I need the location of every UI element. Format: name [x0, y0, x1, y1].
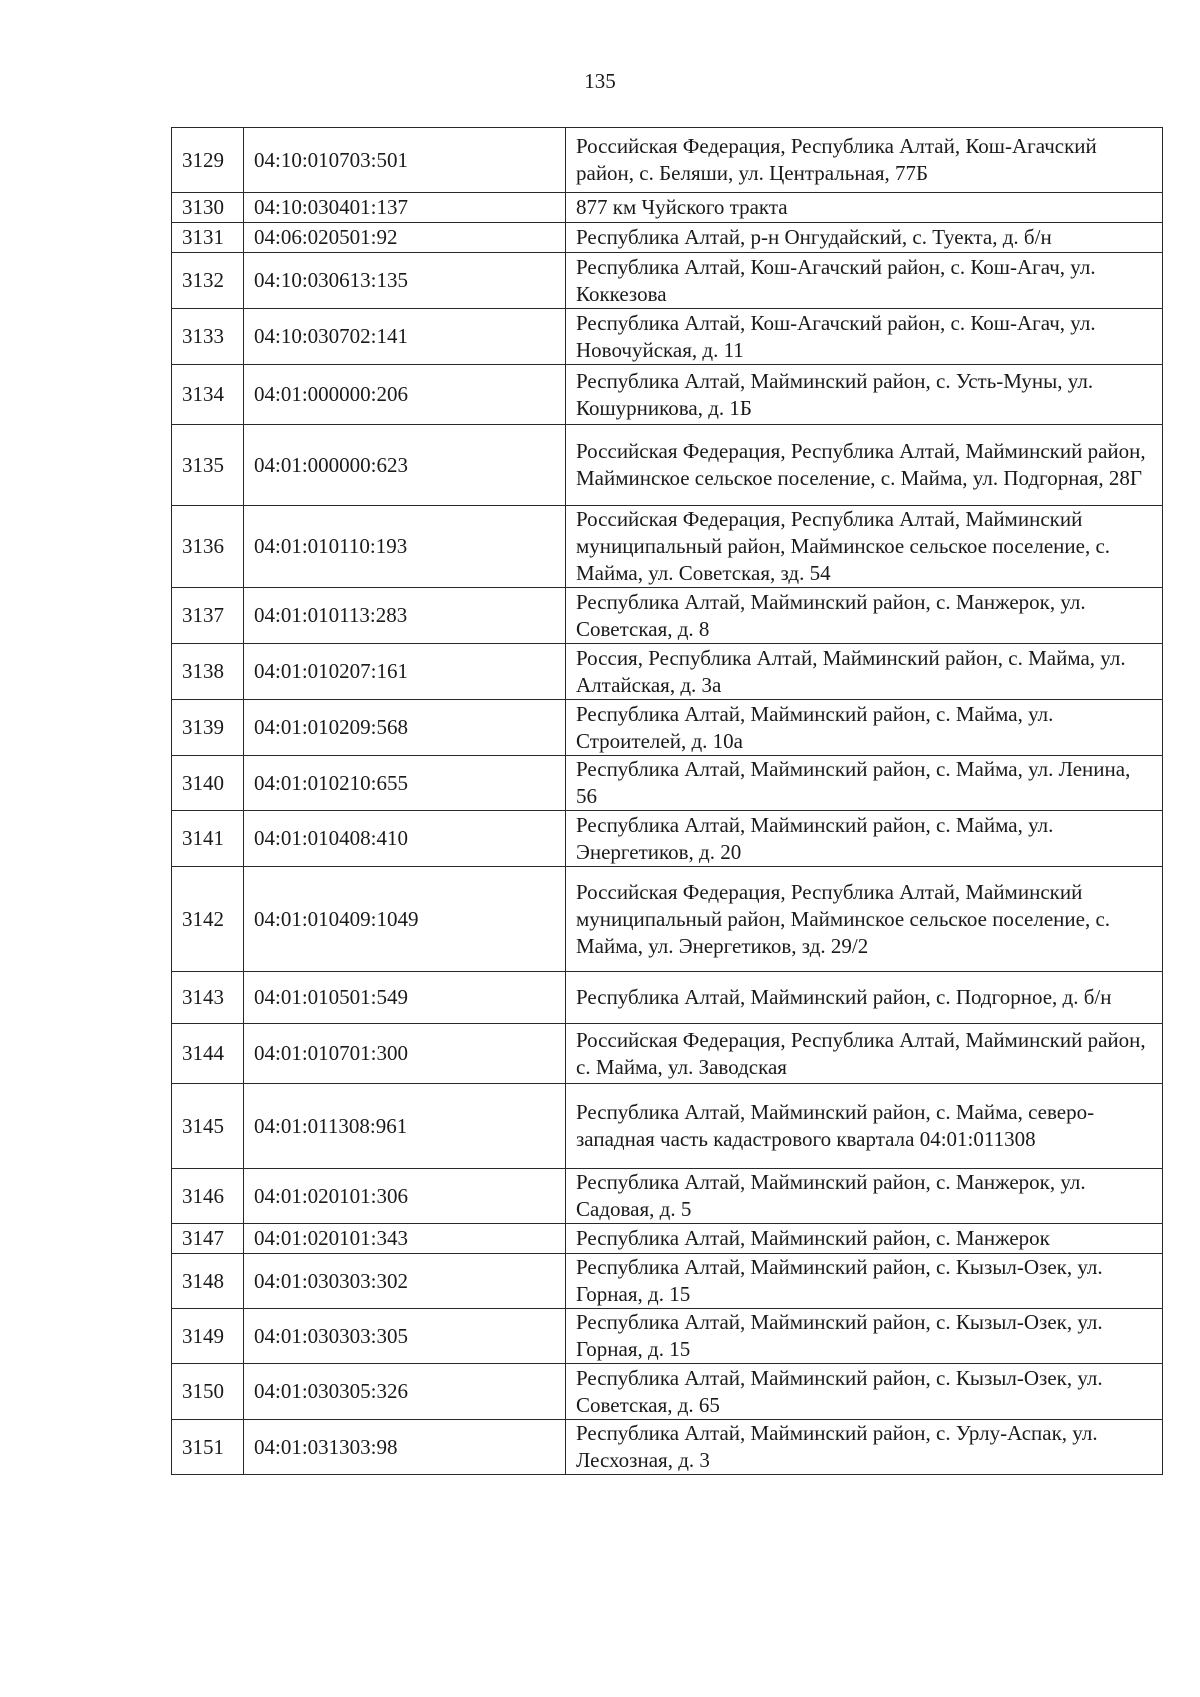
row-number-cell: 3137: [172, 588, 244, 644]
table-row: [172, 1169, 1163, 1224]
address-cell: Республика Алтай, Майминский район, с. Кызыл-Озек, ул. Горная, д. 15: [566, 1254, 1163, 1309]
row-number-cell: 3143: [172, 972, 244, 1024]
row-number-cell: 3131: [172, 223, 244, 253]
row-number-cell: 3130: [172, 193, 244, 223]
cadastral-number-cell: 04:01:031303:98: [244, 1420, 566, 1475]
row-number-cell: 3132: [172, 253, 244, 309]
address-cell: Российская Федерация, Республика Алтай, Майминский муниципальный район, Майминское сельское поселение, с. Майма, ул. Энергетиков, зд. 29/2: [566, 867, 1163, 972]
cadastral-number-cell: 04:01:010701:300: [244, 1024, 566, 1084]
address-cell: Россия, Республика Алтай, Майминский район, с. Майма, ул. Алтайская, д. 3а: [566, 644, 1163, 700]
cadastral-number-cell: 04:01:030305:326: [244, 1364, 566, 1420]
cadastral-number-cell: 04:01:010408:410: [244, 811, 566, 867]
cadastral-number-cell: 04:01:010409:1049: [244, 867, 566, 972]
table-row: [172, 644, 1163, 700]
address-cell: Российская Федерация, Республика Алтай, Майминский район, Майминское сельское поселение, с. Майма, ул. Подгорная, 28Г: [566, 425, 1163, 506]
row-number-cell: 3135: [172, 425, 244, 506]
row-number-cell: 3151: [172, 1420, 244, 1475]
row-number-cell: 3140: [172, 756, 244, 811]
cadastral-number-cell: 04:01:030303:302: [244, 1254, 566, 1309]
address-cell: Республика Алтай, Кош-Агачский район, с. Кош-Агач, ул. Новочуйская, д. 11: [566, 309, 1163, 365]
table-row: [172, 700, 1163, 756]
address-cell: Республика Алтай, Майминский район, с. Подгорное, д. б/н: [566, 972, 1163, 1024]
table-row: [172, 309, 1163, 365]
page-number: 135: [584, 69, 616, 93]
cadastral-number-cell: 04:01:010210:655: [244, 756, 566, 811]
address-cell: Республика Алтай, Майминский район, с. Кызыл-Озек, ул. Горная, д. 15: [566, 1309, 1163, 1364]
cadastral-number-cell: 04:01:010113:283: [244, 588, 566, 644]
cadastral-number-cell: 04:10:030702:141: [244, 309, 566, 365]
table-row: [172, 223, 1163, 253]
table-row: [172, 1254, 1163, 1309]
registry-table: [171, 127, 1163, 1475]
table-row: [172, 972, 1163, 1024]
address-cell: Российская Федерация, Республика Алтай, Майминский район, с. Майма, ул. Заводская: [566, 1024, 1163, 1084]
address-cell: Республика Алтай, Майминский район, с. Урлу-Аспак, ул. Лесхозная, д. 3: [566, 1420, 1163, 1475]
table-row: [172, 867, 1163, 972]
row-number-cell: 3141: [172, 811, 244, 867]
cadastral-number-cell: 04:01:010501:549: [244, 972, 566, 1024]
row-number-cell: 3142: [172, 867, 244, 972]
address-cell: Республика Алтай, Майминский район, с. Манжерок: [566, 1224, 1163, 1254]
cadastral-number-cell: 04:01:020101:306: [244, 1169, 566, 1224]
row-number-cell: 3150: [172, 1364, 244, 1420]
cadastral-number-cell: 04:01:030303:305: [244, 1309, 566, 1364]
row-number-cell: 3149: [172, 1309, 244, 1364]
address-cell: Республика Алтай, Майминский район, с. Майма, ул. Строителей, д. 10а: [566, 700, 1163, 756]
address-cell: Республика Алтай, р-н Онгудайский, с. Туекта, д. б/н: [566, 223, 1163, 253]
address-cell: Республика Алтай, Майминский район, с. Манжерок, ул. Советская, д. 8: [566, 588, 1163, 644]
address-cell: Российская Федерация, Республика Алтай, Майминский муниципальный район, Майминское сельское поселение, с. Майма, ул. Советская, зд. 54: [566, 506, 1163, 588]
table-row: [172, 1224, 1163, 1254]
address-cell: Республика Алтай, Майминский район, с. Манжерок, ул. Садовая, д. 5: [566, 1169, 1163, 1224]
table-row: [172, 425, 1163, 506]
table-row: [172, 365, 1163, 425]
address-cell: Республика Алтай, Майминский район, с. Кызыл-Озек, ул. Советская, д. 65: [566, 1364, 1163, 1420]
cadastral-number-cell: 04:10:030613:135: [244, 253, 566, 309]
registry-table-body: [172, 128, 1163, 1475]
row-number-cell: 3133: [172, 309, 244, 365]
table-row: [172, 1024, 1163, 1084]
row-number-cell: 3136: [172, 506, 244, 588]
address-cell: 877 км Чуйского тракта: [566, 193, 1163, 223]
cadastral-number-cell: 04:01:000000:206: [244, 365, 566, 425]
cadastral-number-cell: 04:10:010703:501: [244, 128, 566, 193]
cadastral-number-cell: 04:01:010207:161: [244, 644, 566, 700]
address-cell: Республика Алтай, Майминский район, с. Майма, ул. Энергетиков, д. 20: [566, 811, 1163, 867]
cadastral-number-cell: 04:10:030401:137: [244, 193, 566, 223]
table-row: [172, 811, 1163, 867]
table-row: [172, 1084, 1163, 1169]
table-row: [172, 756, 1163, 811]
table-row: [172, 588, 1163, 644]
table-row: [172, 506, 1163, 588]
address-cell: Республика Алтай, Майминский район, с. Майма, северо-западная часть кадастрового квартала 04:01:011308: [566, 1084, 1163, 1169]
cadastral-number-cell: 04:01:010209:568: [244, 700, 566, 756]
row-number-cell: 3146: [172, 1169, 244, 1224]
table-row: [172, 193, 1163, 223]
row-number-cell: 3138: [172, 644, 244, 700]
table-row: [172, 1420, 1163, 1475]
table-row: [172, 1364, 1163, 1420]
address-cell: Республика Алтай, Майминский район, с. Усть-Муны, ул. Кошурникова, д. 1Б: [566, 365, 1163, 425]
cadastral-number-cell: 04:01:020101:343: [244, 1224, 566, 1254]
row-number-cell: 3139: [172, 700, 244, 756]
address-cell: Республика Алтай, Кош-Агачский район, с. Кош-Агач, ул. Коккезова: [566, 253, 1163, 309]
row-number-cell: 3147: [172, 1224, 244, 1254]
row-number-cell: 3144: [172, 1024, 244, 1084]
address-cell: Республика Алтай, Майминский район, с. Майма, ул. Ленина, 56: [566, 756, 1163, 811]
cadastral-number-cell: 04:01:010110:193: [244, 506, 566, 588]
cadastral-number-cell: 04:01:011308:961: [244, 1084, 566, 1169]
table-row: [172, 253, 1163, 309]
table-row: [172, 128, 1163, 193]
row-number-cell: 3145: [172, 1084, 244, 1169]
cadastral-number-cell: 04:01:000000:623: [244, 425, 566, 506]
table-row: [172, 1309, 1163, 1364]
row-number-cell: 3134: [172, 365, 244, 425]
row-number-cell: 3148: [172, 1254, 244, 1309]
address-cell: Российская Федерация, Республика Алтай, Кош-Агачский район, с. Беляши, ул. Центральная, 77Б: [566, 128, 1163, 193]
row-number-cell: 3129: [172, 128, 244, 193]
cadastral-number-cell: 04:06:020501:92: [244, 223, 566, 253]
